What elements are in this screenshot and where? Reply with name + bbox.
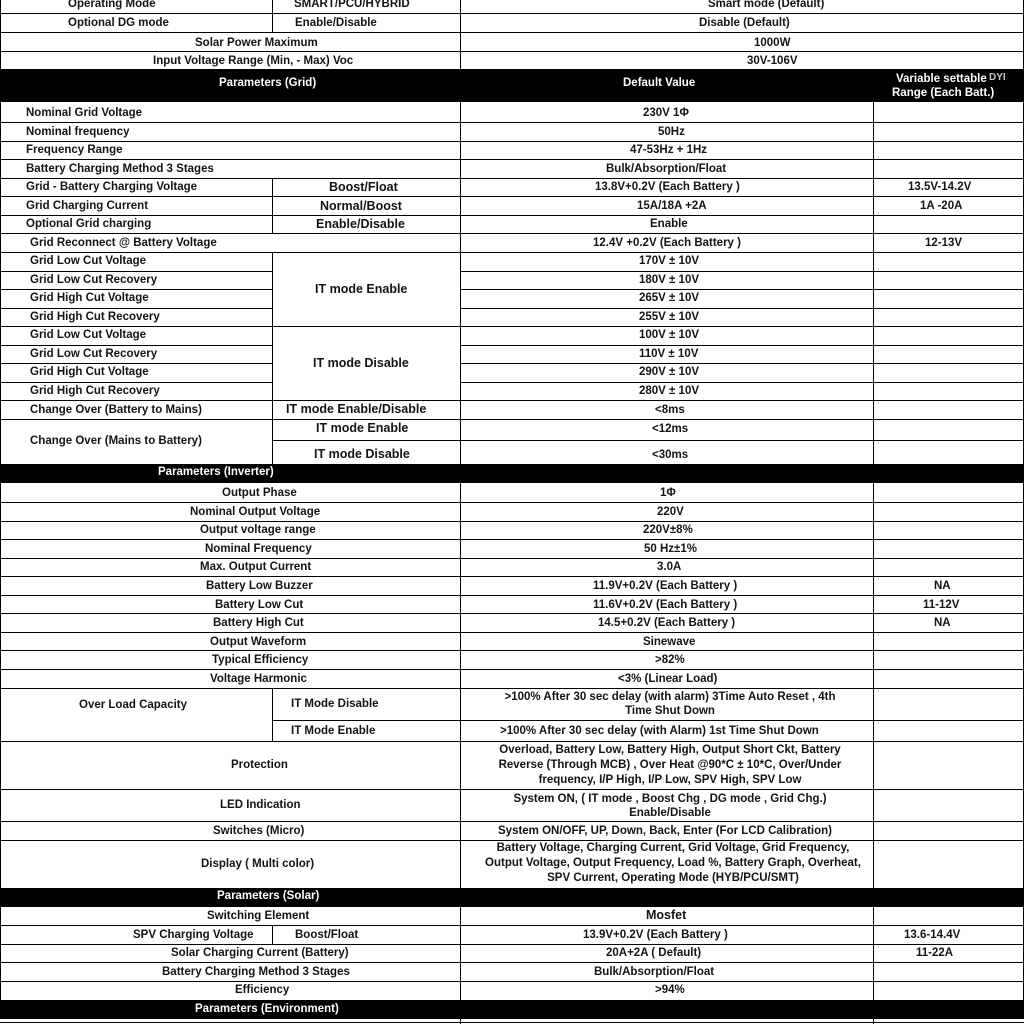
battery-high-cut-range: NA	[934, 617, 951, 629]
optional-grid-charging-mode: Enable/Disable	[316, 217, 405, 231]
input-voltage-range-label: Input Voltage Range (Min, - Max) Voc	[153, 55, 354, 67]
output-voltage-range-label: Output voltage range	[200, 524, 316, 536]
solar-charging-current-range: 11-22A	[916, 947, 954, 959]
changeover-b2m-mode: IT mode Enable/Disable	[286, 402, 427, 416]
spv-charging-voltage-value: 13.9V+0.2V (Each Battery )	[583, 929, 728, 941]
changeover-m2b-disable-mode: IT mode Disable	[314, 447, 410, 461]
nominal-frequency-value: 50Hz	[658, 126, 685, 138]
nominal-output-voltage-value: 220V	[657, 506, 684, 518]
output-waveform-label: Output Waveform	[210, 636, 307, 648]
overload-disable-value: >100% After 30 sec delay (with alarm) 3Time Auto Reset , 4th Time Shut Down	[504, 691, 836, 717]
switches-value: System ON/OFF, UP, Down, Back, Enter (For LCD Calibration)	[498, 825, 832, 837]
grid-charging-voltage-range: 13.5V-14.2V	[908, 181, 972, 193]
battery-low-cut-label: Battery Low Cut	[215, 599, 304, 611]
default-value-header: Default Value	[623, 77, 696, 89]
grid-high-cut-recovery-label: Grid High Cut Recovery	[30, 311, 160, 323]
protection-label: Protection	[231, 759, 288, 771]
grid-charging-voltage-label: Grid - Battery Charging Voltage	[26, 181, 198, 193]
grid-high-cut-voltage-label: Grid High Cut Voltage	[30, 366, 149, 378]
battery-low-cut-value: 11.6V+0.2V (Each Battery )	[593, 599, 738, 611]
led-indication-label: LED Indication	[220, 799, 301, 811]
solar-charging-method-value: Bulk/Absorption/Float	[594, 966, 715, 978]
overload-enable-mode: IT Mode Enable	[291, 725, 376, 737]
changeover-b2m-value: <8ms	[655, 404, 685, 416]
switching-element-value: Mosfet	[646, 908, 687, 922]
grid-charging-method-label: Battery Charging Method 3 Stages	[26, 163, 214, 175]
grid-charging-method-value: Bulk/Absorption/Float	[606, 163, 727, 175]
changeover-m2b-enable-value: <12ms	[652, 423, 689, 435]
output-voltage-range-value: 220V±8%	[643, 524, 693, 536]
switches-label: Switches (Micro)	[213, 825, 305, 837]
solar-header-title: Parameters (Solar)	[217, 890, 320, 902]
voltage-harmonic-value: <3% (Linear Load)	[618, 673, 718, 685]
spv-charging-voltage-range: 13.6-14.4V	[904, 929, 961, 941]
nominal-frequency-out-label: Nominal Frequency	[205, 543, 312, 555]
changeover-m2b-enable-mode: IT mode Enable	[316, 421, 409, 435]
grid-high-cut-voltage-value: 265V ± 10V	[639, 292, 700, 304]
nominal-grid-voltage-label: Nominal Grid Voltage	[26, 107, 143, 119]
input-voltage-range-value: 30V-106V	[747, 55, 798, 67]
grid-charging-voltage-value: 13.8V+0.2V (Each Battery )	[595, 181, 740, 193]
grid-low-cut-voltage-label: Grid Low Cut Voltage	[30, 329, 147, 341]
grid-low-cut-recovery-value: 110V ± 10V	[639, 348, 699, 360]
grid-high-cut-voltage-value: 290V ± 10V	[639, 366, 700, 378]
nominal-frequency-label: Nominal frequency	[26, 126, 130, 138]
solar-charging-current-label: Solar Charging Current (Battery)	[171, 947, 349, 959]
grid-low-cut-voltage-label: Grid Low Cut Voltage	[30, 255, 147, 267]
led-indication-value: System ON, ( IT mode , Boost Chg , DG mode , Grid Chg.) Enable/Disable	[513, 793, 827, 819]
optional-dg-options: Enable/Disable	[295, 17, 377, 29]
frequency-range-label: Frequency Range	[26, 144, 123, 156]
max-output-current-label: Max. Output Current	[200, 561, 312, 573]
typical-efficiency-value: >82%	[655, 654, 685, 666]
spv-charging-voltage-label: SPV Charging Voltage	[133, 929, 254, 941]
grid-low-cut-recovery-label: Grid Low Cut Recovery	[30, 348, 158, 360]
output-waveform-value: Sinewave	[643, 636, 696, 648]
battery-high-cut-label: Battery High Cut	[213, 617, 304, 629]
grid-low-cut-recovery-label: Grid Low Cut Recovery	[30, 274, 158, 286]
grid-high-cut-recovery-label: Grid High Cut Recovery	[30, 385, 160, 397]
grid-charging-voltage-mode: Boost/Float	[329, 180, 398, 194]
changeover-m2b-disable-value: <30ms	[652, 449, 689, 461]
operating-mode-options: SMART/PCU/HYBRID	[294, 0, 410, 10]
nominal-frequency-out-value: 50 Hz±1%	[644, 543, 697, 555]
grid-low-cut-recovery-value: 180V ± 10V	[639, 274, 700, 286]
protection-value: Overload, Battery Low, Battery High, Output Short Ckt, Battery Reverse (Through MCB) , Over Heat @90*C ± 10*C, Over/Under frequency, I/P High, I/P Low, SPV High, SPV Low	[498, 744, 842, 786]
solar-power-max-value: 1000W	[754, 37, 791, 49]
grid-low-cut-voltage-value: 100V ± 10V	[639, 329, 700, 341]
inverter-header-title: Parameters (Inverter)	[158, 466, 274, 478]
it-mode-enable-group-label: IT mode Enable	[315, 282, 408, 296]
optional-grid-charging-value: Enable	[650, 218, 688, 230]
watermark-text: DYI	[989, 72, 1006, 83]
variable-range-header-line1: Variable settable	[896, 73, 987, 85]
grid-header-band	[0, 69, 1024, 102]
battery-low-buzzer-range: NA	[934, 580, 951, 592]
battery-low-cut-range: 11-12V	[923, 599, 960, 611]
optional-dg-label: Optional DG mode	[68, 17, 169, 29]
overload-enable-value: >100% After 30 sec delay (with Alarm) 1st Time Shut Down	[500, 725, 819, 737]
environment-header-title: Parameters (Environment)	[195, 1003, 339, 1015]
grid-low-cut-voltage-value: 170V ± 10V	[639, 255, 700, 267]
solar-efficiency-value: >94%	[655, 984, 685, 996]
display-label: Display ( Multi color)	[201, 858, 315, 870]
changeover-b2m-label: Change Over (Battery to Mains)	[30, 404, 202, 416]
grid-high-cut-recovery-value: 255V ± 10V	[639, 311, 700, 323]
grid-charging-current-mode: Normal/Boost	[320, 199, 402, 213]
switching-element-label: Switching Element	[207, 910, 310, 922]
nominal-grid-voltage-value: 230V 1Φ	[643, 107, 689, 119]
grid-reconnect-label: Grid Reconnect @ Battery Voltage	[30, 237, 217, 249]
solar-charging-method-label: Battery Charging Method 3 Stages	[162, 966, 350, 978]
nominal-output-voltage-label: Nominal Output Voltage	[190, 506, 321, 518]
inverter-header-band	[0, 464, 1024, 483]
grid-reconnect-value: 12.4V +0.2V (Each Battery )	[593, 237, 741, 249]
variable-range-header-line2: Range (Each Batt.)	[892, 87, 995, 99]
grid-charging-current-value: 15A/18A +2A	[637, 200, 707, 212]
optional-grid-charging-label: Optional Grid charging	[26, 218, 152, 230]
grid-header-title: Parameters (Grid)	[219, 77, 317, 89]
grid-charging-current-range: 1A -20A	[920, 200, 963, 212]
optional-dg-value: Disable (Default)	[699, 17, 790, 29]
spv-charging-voltage-mode: Boost/Float	[295, 929, 359, 941]
overload-capacity-label: Over Load Capacity	[79, 699, 188, 711]
output-phase-value: 1Φ	[660, 487, 676, 499]
grid-charging-current-label: Grid Charging Current	[26, 200, 149, 212]
display-value: Battery Voltage, Charging Current, Grid Voltage, Grid Frequency, Output Voltage, Output Frequency, Load %, Battery Graph, Overheat, SPV Current, Operating Mode (HYB/PCU/SMT)	[485, 842, 861, 884]
operating-mode-value: Smart mode (Default)	[708, 0, 825, 10]
overload-disable-mode: IT Mode Disable	[291, 698, 379, 710]
grid-high-cut-voltage-label: Grid High Cut Voltage	[30, 292, 149, 304]
solar-charging-current-value: 20A+2A ( Default)	[606, 947, 702, 959]
environment-header-band	[0, 1000, 1024, 1019]
solar-header-band	[0, 888, 1024, 907]
grid-reconnect-range: 12-13V	[925, 237, 963, 249]
voltage-harmonic-label: Voltage Harmonic	[210, 673, 307, 685]
output-phase-label: Output Phase	[222, 487, 297, 499]
grid-high-cut-recovery-value: 280V ± 10V	[639, 385, 700, 397]
it-mode-disable-group-label: IT mode Disable	[313, 356, 409, 370]
battery-high-cut-value: 14.5+0.2V (Each Battery )	[598, 617, 736, 629]
changeover-m2b-label: Change Over (Mains to Battery)	[30, 435, 202, 447]
operating-mode-label: Operating Mode	[68, 0, 156, 10]
battery-low-buzzer-value: 11.9V+0.2V (Each Battery )	[593, 580, 738, 592]
max-output-current-value: 3.0A	[657, 561, 682, 573]
solar-efficiency-label: Efficiency	[235, 984, 290, 996]
frequency-range-value: 47-53Hz + 1Hz	[630, 144, 708, 156]
solar-power-max-label: Solar Power Maximum	[195, 37, 318, 49]
battery-low-buzzer-label: Battery Low Buzzer	[206, 580, 313, 592]
typical-efficiency-label: Typical Efficiency	[212, 654, 309, 666]
